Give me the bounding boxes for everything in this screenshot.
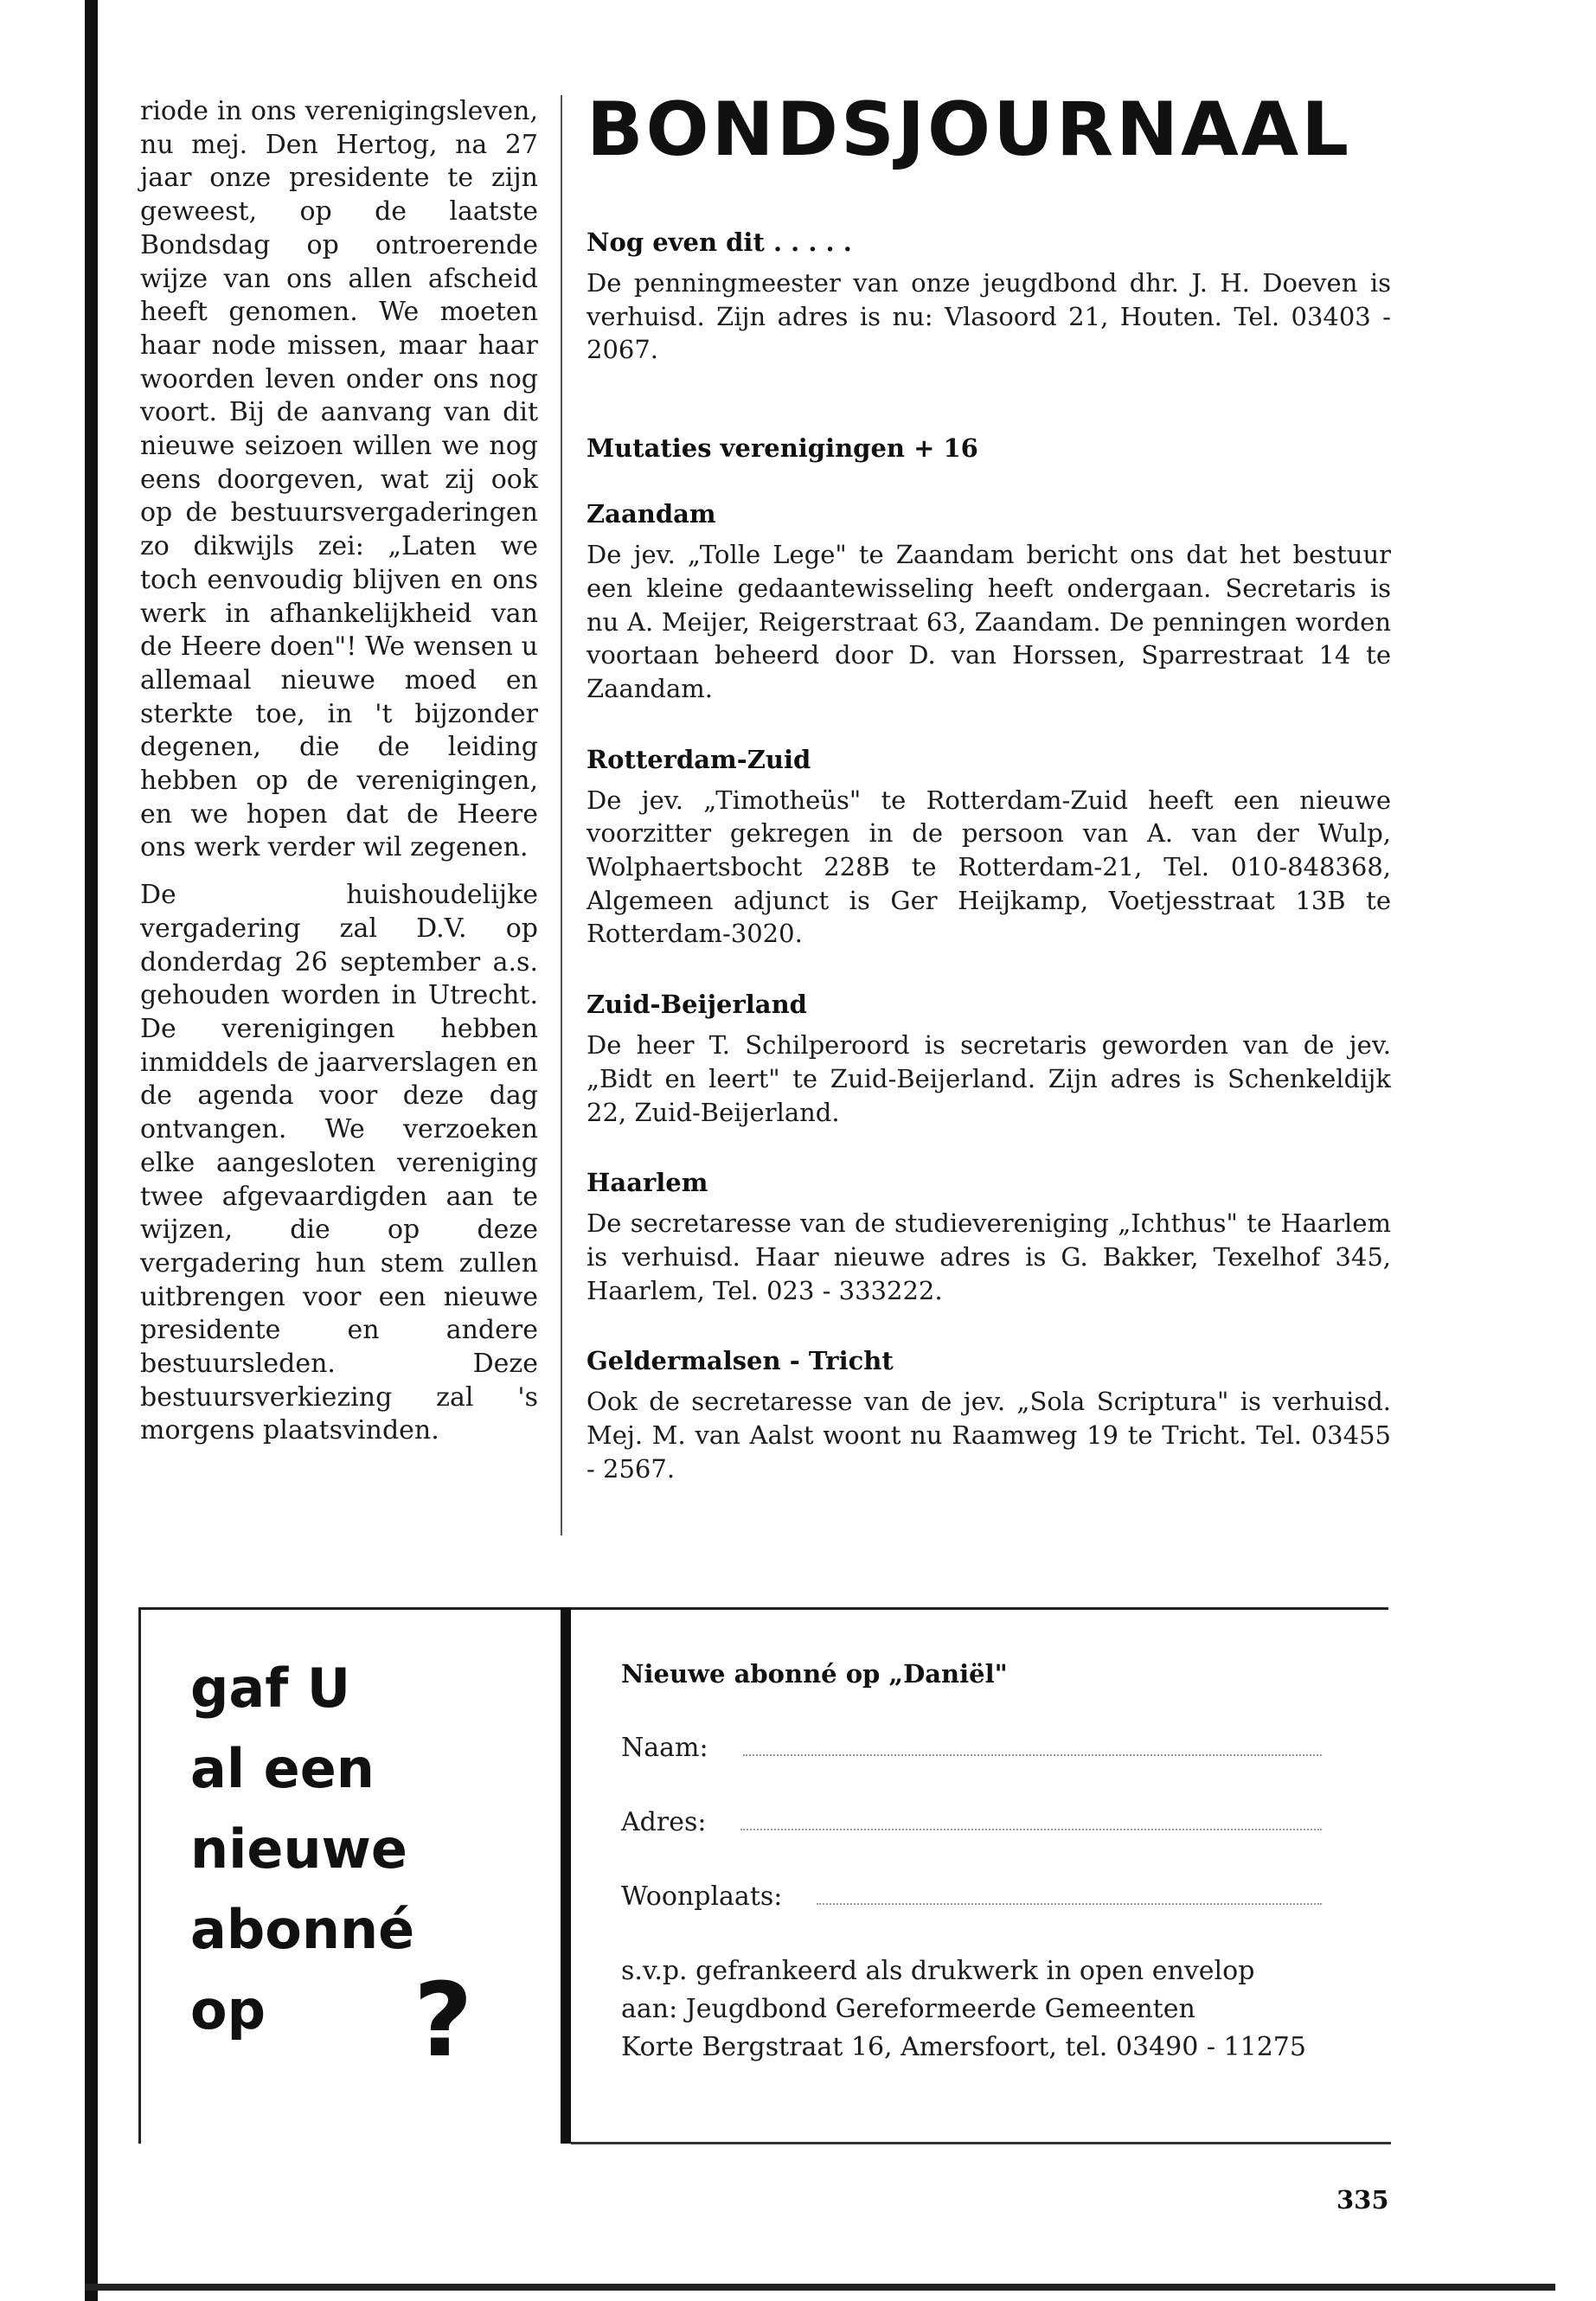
form-title: Nieuwe abonné op „Daniël"	[621, 1659, 1008, 1689]
mailing-instructions	[621, 1952, 1391, 2067]
city-input-line[interactable]	[817, 1884, 1322, 1905]
city-label: Woonplaats:	[621, 1881, 783, 1912]
name-input-line[interactable]	[743, 1735, 1322, 1756]
box-divider	[561, 1607, 571, 2144]
section-heading: Zuid-Beijerland	[586, 990, 807, 1020]
section-body: De penningmeester van onze jeugdbond dhr. J. H. Doeven is verhuisd. Zijn adres is nu: Vlasoord 21, Houten. Tel. 03403 - 2067.	[586, 268, 1391, 365]
box-border-bottom	[571, 2142, 1391, 2144]
left-paragraph-2: De huishoudelijke vergadering zal D.V. op donderdag 26 september a.s. gehouden worden in Utrecht. De verenigingen hebben inmiddels de jaarverslagen en de agenda voor deze dag ontvangen. We verzoeken elke aangesloten vereniging twee afgevaardigden aan te wijzen, die op deze vergadering hun stem zullen uitbrengen voor een nieuwe presidente en andere bestuursleden. Deze bestuursverkiezing zal 's morgens plaatsvinden.	[140, 880, 538, 1446]
page-edge-left	[85, 0, 98, 2301]
page-edge-bottom	[85, 2284, 1555, 2291]
page-number: 335	[1336, 2185, 1389, 2214]
section-heading: Mutaties verenigingen + 16	[586, 433, 978, 464]
name-label: Naam:	[621, 1733, 708, 1763]
section-body: De jev. „Tolle Lege" te Zaandam bericht ons dat het bestuur een kleine gedaantewisseling heeft ondergaan. Secretaris is nu A. Meijer, Reigerstraat 63, Zaandam. De penningen worden voortaan beheerd door D. van Horssen, Sparrestraat 14 te Zaandam.	[586, 540, 1391, 703]
section-heading: Haarlem	[586, 1168, 708, 1198]
question-mark: ?	[413, 1960, 473, 2080]
note-line: aan: Jeugdbond Gereformeerde Gemeenten	[621, 1994, 1195, 2024]
address-label: Adres:	[621, 1807, 707, 1837]
section-body: De heer T. Schilperoord is secretaris geworden van de jev. „Bidt en leert" te Zuid-Beijerland. Zijn adres is Schenkeldijk 22, Zuid-Beijerland.	[586, 1030, 1391, 1127]
journal-title: BONDSJOURNAAL	[586, 87, 1352, 173]
section-heading: Zaandam	[586, 499, 716, 529]
box-border-left	[138, 1607, 141, 2144]
bondsjournaal-column	[586, 87, 1391, 1485]
promo-text	[190, 1648, 536, 2050]
section-heading: Geldermalsen - Tricht	[586, 1346, 894, 1376]
promo-line: al een	[190, 1737, 375, 1800]
city-field	[621, 1880, 1391, 1914]
promo-line: nieuwe	[190, 1817, 407, 1881]
section-heading: Rotterdam-Zuid	[586, 744, 811, 774]
section-heading: Nog even dit . . . . .	[586, 228, 852, 257]
section-body: De secretaresse van de studievereniging „Ichthus" te Haarlem is verhuisd. Haar nieuwe adres is G. Bakker, Texelhof 345, Haarlem, Tel. 023 - 333222.	[586, 1208, 1391, 1305]
name-field	[621, 1731, 1391, 1766]
promo-line: op	[190, 1978, 266, 2041]
promo-line: gaf U	[190, 1657, 351, 1720]
promo-line: abonné	[190, 1898, 415, 1961]
box-border-top	[138, 1607, 1388, 1610]
section-body: De jev. „Timotheüs" te Rotterdam-Zuid heeft een nieuwe voorzitter gekregen in de persoon van A. van der Wulp, Wolphaertsbocht 228B te Rotterdam-21, Tel. 010-848368, Algemeen adjunct is Ger Heijkamp, Voetjesstraat 13B te Rotterdam-3020.	[586, 785, 1391, 949]
section-body: Ook de secretaresse van de jev. „Sola Scriptura" is verhuisd. Mej. M. van Aalst woont nu Raamweg 19 te Tricht. Tel. 03455 - 2567.	[586, 1387, 1391, 1484]
left-paragraph-1: riode in ons verenigingsleven, nu mej. Den Hertog, na 27 jaar onze presidente te zijn geweest, op de laatste Bondsdag op ontroerende wijze van ons allen afscheid heeft genomen. We moeten haar node missen, maar haar woorden leven onder ons nog voort. Bij de aanvang van dit nieuwe seizoen willen we nog eens doorgeven, wat zij ook op de bestuursvergaderingen zo dikwijls zei: „Laten we toch eenvoudig blijven en ons werk in afhankelijkheid van de Heere doen"! We wensen u allemaal nieuwe moed en sterkte toe, in 't bijzonder degenen, die de leiding hebben op de verenigingen, en we hopen dat de Heere ons werk verder wil zegenen.	[140, 96, 538, 863]
column-divider	[561, 95, 562, 1535]
address-field	[621, 1805, 1391, 1840]
left-column	[140, 95, 538, 1448]
subscription-form	[621, 1657, 1391, 2067]
note-line: Korte Bergstraat 16, Amersfoort, tel. 03490 - 11275	[621, 2032, 1306, 2062]
address-input-line[interactable]	[740, 1810, 1322, 1830]
note-line: s.v.p. gefrankeerd als drukwerk in open envelop	[621, 1956, 1255, 1986]
